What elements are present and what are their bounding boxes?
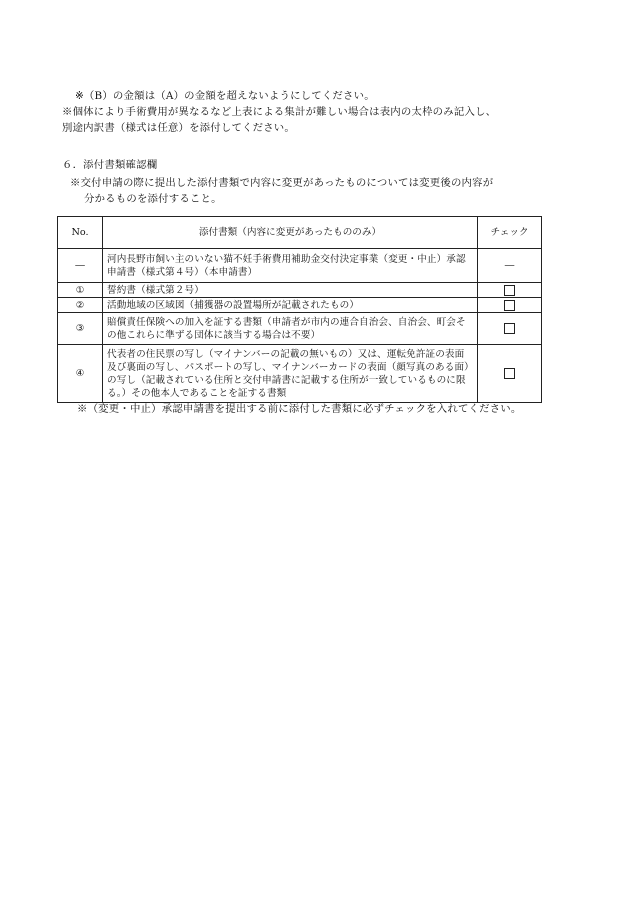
row-check-cell [478,283,542,298]
row-no: ① [58,283,103,298]
row-check-dash: ― [478,249,542,283]
row-document-text: 賠償責任保険への加入を証する書類（申請者が市内の連合自治会、自治会、町会その他これらに準ずる団体に該当する場合は不要） [107,316,466,341]
header-document: 添付書類（内容に変更があったもののみ） [103,217,478,249]
row-check-cell [478,313,542,345]
row-document-text: 代表者の住民票の写し（マイナンバーの記載の無いもの）又は、運転免許証の表面及び裏面の写し、パスポートの写し、マイナンバーカードの表面（顔写真のある面）の写し（記載されている住所と交付申請書に記載する住所が一致しているものに限る。）その他本人であることを証する書類 [107,348,470,399]
row-document-text: 河内長野市飼い主のいない猫不妊手術費用補助金交付決定事業（変更・中止）承認申請書（様式第４号）（本申請書） [107,253,466,278]
table-row [58,249,542,283]
section6-heading: ６．添付書類確認欄 [62,159,158,171]
table-row [58,313,542,345]
section6-instruction-line1: ※交付申請の際に提出した添付書類で内容に変更があったものについては変更後の内容が [70,177,494,189]
attachment-check-table [57,216,542,403]
row-document [103,283,478,298]
table-row [58,345,542,403]
row-check-cell [478,298,542,313]
section6-instruction-line2: 分かるものを添付すること。 [84,193,222,205]
row-document [103,313,478,345]
note-b-amount: ※（B）の金額は（A）の金額を超えないようにしてください。 [75,90,375,102]
header-no: No. [58,217,103,249]
checkbox[interactable] [504,285,515,296]
row-no: ③ [58,313,103,345]
note-individual-line1: ※個体により手術費用が異なるなど上表による集計が難しい場合は表内の太枠のみ記入し、 [62,106,497,118]
header-check: チェック [478,217,542,249]
note-individual-line2: 別途内訳書（様式は任意）を添付してください。 [62,122,295,134]
table-row [58,298,542,313]
section6-footnote: ※（変更・中止）承認申請書を提出する前に添付した書類に必ずチェックを入れてください。 [77,403,522,415]
row-no: ② [58,298,103,313]
table-row [58,283,542,298]
checkbox[interactable] [504,323,515,334]
checkbox[interactable] [504,300,515,311]
checkbox[interactable] [504,368,515,379]
row-document [103,345,478,403]
table-header-row [58,217,542,249]
row-no: ④ [58,345,103,403]
row-no: ― [58,249,103,283]
row-document-text: 誓約書（様式第２号） [107,284,204,296]
row-check-cell [478,345,542,403]
row-document [103,249,478,283]
row-document-text: 活動地域の区域図（捕獲器の設置場所が記載されたもの） [107,299,360,311]
row-document [103,298,478,313]
